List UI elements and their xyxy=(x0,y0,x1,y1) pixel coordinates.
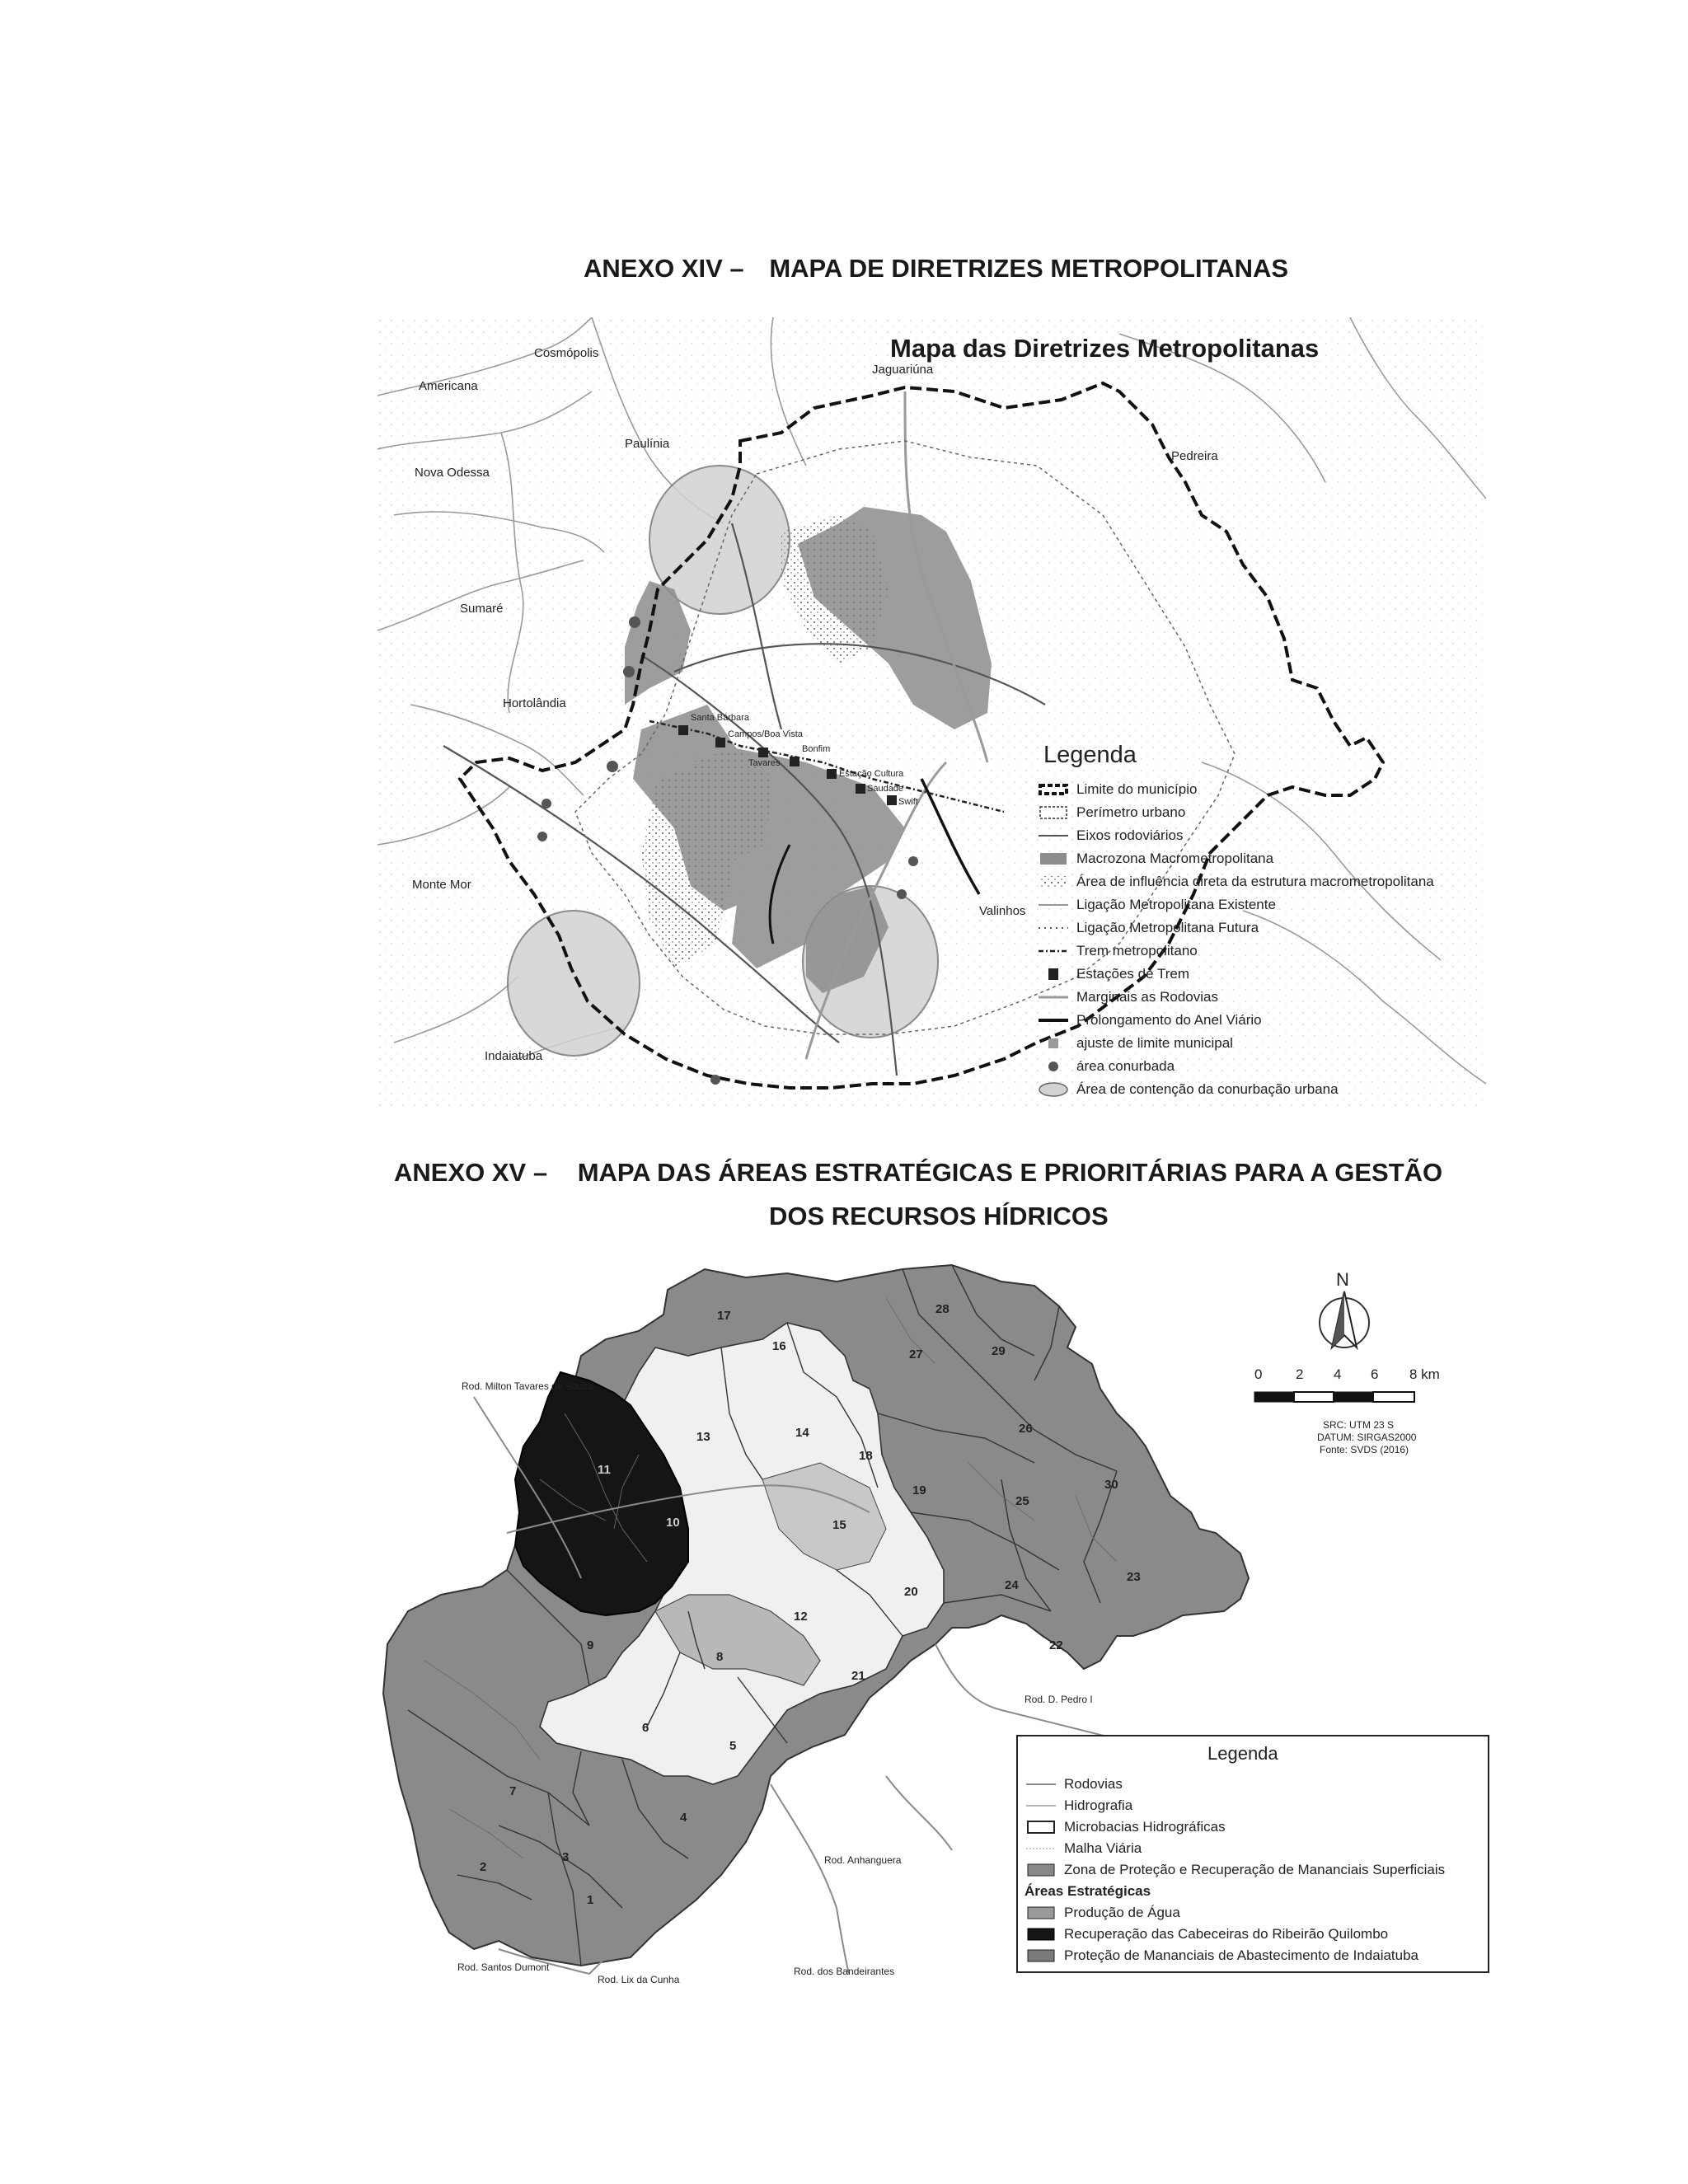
legend-item: Macrozona Macrometropolitana xyxy=(1076,851,1274,866)
zone-number: 12 xyxy=(794,1610,808,1624)
north-arrow-icon xyxy=(1315,1290,1373,1356)
legend-item: Limite do município xyxy=(1076,781,1198,797)
legend-section: Áreas Estratégicas xyxy=(1025,1883,1151,1899)
road-label: Rod. dos Bandeirantes xyxy=(794,1966,895,1977)
zone-number: 13 xyxy=(696,1430,710,1444)
legend-item: Recuperação das Cabeceiras do Ribeirão Quilombo xyxy=(1064,1926,1389,1942)
zone-number: 5 xyxy=(729,1739,737,1753)
anexo14-heading xyxy=(584,254,1288,284)
place-label: Americana xyxy=(419,379,478,393)
zone-number: 11 xyxy=(598,1463,611,1477)
zone-number: 29 xyxy=(992,1344,1006,1358)
zone-number: 20 xyxy=(904,1585,918,1599)
zone-number: 24 xyxy=(1005,1578,1019,1592)
map1-title: Mapa das Diretrizes Metropolitanas xyxy=(890,334,1320,363)
zone-number: 2 xyxy=(480,1860,487,1874)
scale-bar xyxy=(1253,1389,1418,1405)
zone-number: 9 xyxy=(587,1638,594,1652)
zone-number: 28 xyxy=(935,1302,950,1316)
map-diretrizes xyxy=(377,317,1486,1108)
station-label: Estação Cultura xyxy=(839,769,904,779)
zone-number: 14 xyxy=(795,1426,809,1440)
anexo15-code: ANEXO XV – xyxy=(394,1158,548,1187)
zone-number: 23 xyxy=(1127,1570,1141,1584)
zone-number: 25 xyxy=(1015,1494,1029,1508)
place-label: Valinhos xyxy=(979,904,1026,918)
legend-item: Estações de Trem xyxy=(1076,966,1190,982)
place-label: Hortolândia xyxy=(503,696,566,710)
zone-number: 30 xyxy=(1104,1478,1118,1492)
place-label: Pedreira xyxy=(1171,449,1218,463)
zone-number: 10 xyxy=(666,1516,680,1530)
zone-number: 4 xyxy=(680,1811,687,1825)
zone-number: 7 xyxy=(509,1784,517,1798)
legend-item: Proteção de Mananciais de Abastecimento de Indaiatuba xyxy=(1064,1947,1419,1963)
station-label: Bonfim xyxy=(802,744,831,754)
legend-item: Ligação Metropolitana Futura xyxy=(1076,920,1259,935)
north-label: N xyxy=(1336,1269,1349,1290)
legend-item: Malha Viária xyxy=(1064,1840,1142,1856)
legend-item: Zona de Proteção e Recuperação de Mananciais Superficiais xyxy=(1064,1862,1446,1877)
road-label: Rod. Santos Dumont xyxy=(457,1961,550,1973)
zone-number: 3 xyxy=(562,1850,570,1864)
legend-item: Área de contenção da conurbação urbana xyxy=(1076,1081,1339,1097)
place-label: Paulínia xyxy=(625,437,670,451)
legend-item: Hidrografia xyxy=(1064,1797,1133,1813)
zone-number: 1 xyxy=(587,1893,594,1907)
legend-item: ajuste de limite municipal xyxy=(1076,1035,1233,1051)
station-label: Tavares xyxy=(748,758,781,768)
scale-tick: 2 xyxy=(1296,1366,1304,1382)
zone-number: 16 xyxy=(772,1339,786,1353)
legend-item: Ligação Metropolitana Existente xyxy=(1076,897,1276,912)
legend-item: Marginais as Rodovias xyxy=(1076,989,1218,1005)
legend-item: Eixos rodoviários xyxy=(1076,827,1184,843)
station-label: Saudade xyxy=(867,784,904,794)
legend-item: Prolongamento do Anel Viário xyxy=(1076,1012,1262,1028)
place-label: Sumaré xyxy=(460,602,504,616)
place-label: Indaiatuba xyxy=(485,1049,543,1063)
map2-legend-title: Legenda xyxy=(1207,1743,1278,1764)
road-label: Rod. Anhanguera xyxy=(824,1854,902,1866)
zone-number: 27 xyxy=(909,1347,923,1361)
legend-item: Trem metropolitano xyxy=(1076,943,1198,958)
scale-tick: 8 km xyxy=(1409,1366,1440,1382)
station-label: Swift xyxy=(898,797,918,807)
scale-tick: 0 xyxy=(1254,1366,1263,1382)
zone-number: 17 xyxy=(717,1309,731,1323)
anexo14-title: MAPA DE DIRETRIZES METROPOLITANAS xyxy=(769,254,1289,283)
zone-number: 26 xyxy=(1019,1422,1033,1436)
place-label: Nova Odessa xyxy=(415,466,490,480)
legend-item: Área de influência direta da estrutura macrometropolitana xyxy=(1076,874,1434,889)
zone-number: 6 xyxy=(642,1721,649,1735)
station-label: Santa Bárbara xyxy=(691,713,749,723)
zone-number: 19 xyxy=(912,1483,926,1497)
crs-line: Fonte: SVDS (2016) xyxy=(1320,1444,1409,1455)
zone-number: 21 xyxy=(851,1669,865,1683)
zone-number: 22 xyxy=(1049,1638,1063,1652)
zone-number: 18 xyxy=(859,1449,873,1463)
legend-item: Perímetro urbano xyxy=(1076,804,1186,820)
crs-line: DATUM: SIRGAS2000 xyxy=(1317,1432,1417,1443)
anexo15-heading xyxy=(394,1158,1442,1188)
station-label: Campos/Boa Vista xyxy=(728,729,803,739)
place-label: Jaguariúna xyxy=(872,363,934,377)
place-label: Monte Mor xyxy=(412,878,471,892)
road-label: Rod. Lix da Cunha xyxy=(598,1974,680,1985)
zone-number: 15 xyxy=(832,1518,846,1532)
place-label: Cosmópolis xyxy=(534,346,599,360)
map1-legend-title: Legenda xyxy=(1043,742,1137,768)
crs-line: SRC: UTM 23 S xyxy=(1323,1419,1395,1431)
map2-legend xyxy=(1016,1735,1489,1973)
anexo14-code: ANEXO XIV – xyxy=(584,254,744,283)
legend-item: Rodovias xyxy=(1064,1776,1123,1792)
legend-item: Microbacias Hidrográficas xyxy=(1064,1819,1226,1835)
legend-item: Produção de Água xyxy=(1064,1905,1180,1920)
map-recursos-hidricos xyxy=(375,1249,1500,1990)
road-label: Rod. Milton Tavares de Souza xyxy=(462,1380,593,1392)
legend-item: área conurbada xyxy=(1076,1058,1175,1074)
anexo15-title-1: MAPA DAS ÁREAS ESTRATÉGICAS E PRIORITÁRIAS PARA A GESTÃO xyxy=(577,1158,1443,1187)
scale-tick: 6 xyxy=(1371,1366,1379,1382)
scale-tick: 4 xyxy=(1334,1366,1342,1382)
road-label: Rod. D. Pedro I xyxy=(1025,1694,1093,1705)
anexo15-title-2: DOS RECURSOS HÍDRICOS xyxy=(769,1202,1109,1230)
map1-legend xyxy=(1037,742,1482,1104)
zone-number: 8 xyxy=(716,1650,724,1664)
